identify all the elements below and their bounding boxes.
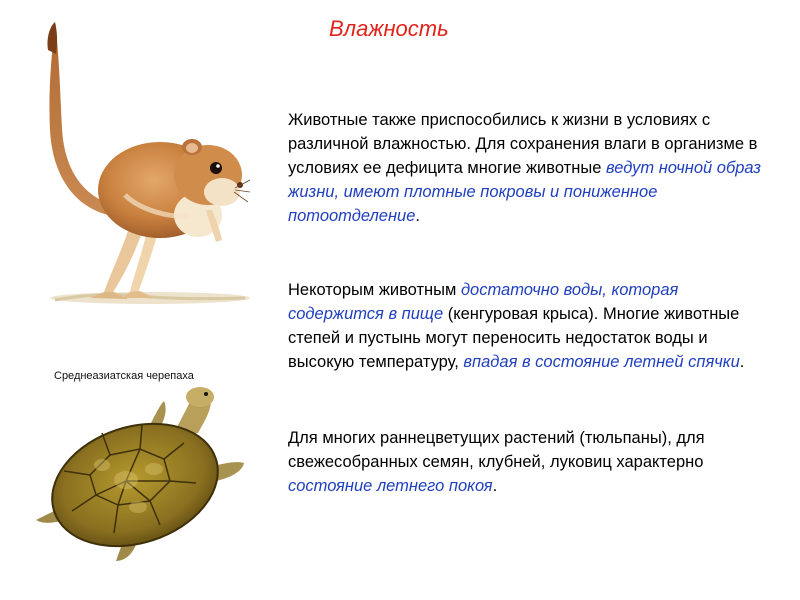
slide-title: Влажность (329, 16, 449, 41)
paragraph-text: . (492, 477, 498, 495)
paragraph-text: (кенгуровая крыса). Многие животные степей и пустынь могут переносить недостаток воды и высокую температуру, (288, 305, 740, 371)
turtle-caption: Среднеазиатская черепаха (54, 370, 194, 382)
highlighted-text: достаточно воды, которая содержится в пище (288, 281, 679, 323)
kangaroo-rat-illustration (30, 20, 250, 310)
paragraph-text: . (415, 207, 420, 225)
turtle-illustration (30, 385, 260, 565)
highlighted-text: ведут ночной образ жизни, имеют плотные покровы и пониженное потоотделение (288, 159, 761, 225)
highlighted-text: состояние летнего покоя (288, 477, 493, 495)
paragraph-humidity-adaptation (288, 108, 768, 228)
paragraph-text: Некоторым животным (288, 281, 461, 299)
paragraph-text: Для многих раннецветущих растений (тюльпаны), для свежесобранных семян, клубней, луковиц характерно (288, 429, 705, 471)
paragraph-water-from-food (288, 278, 768, 374)
paragraph-text: . (739, 353, 745, 371)
paragraph-summer-dormancy (288, 426, 768, 498)
highlighted-text: впадая в состояние летней спячки (463, 353, 740, 371)
paragraph-text: Животные также приспособились к жизни в условиях с различной влажностью. Для сохранения влаги в организме в условиях ее дефицита многие животные (288, 111, 758, 177)
